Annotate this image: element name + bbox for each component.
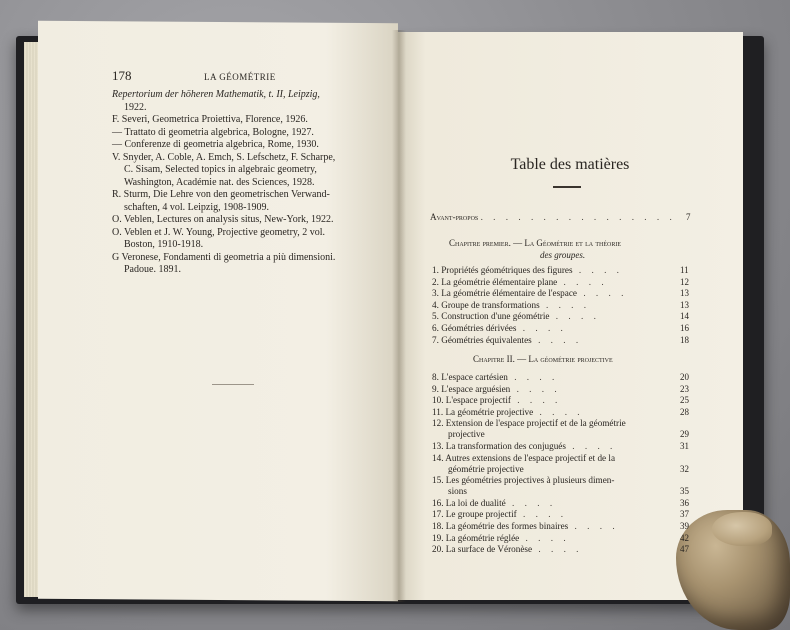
rock-highlight	[712, 512, 772, 546]
leader-dots: . . . .	[507, 372, 559, 382]
chapter-heading: Chapitre II. — La géométrie projective	[473, 354, 613, 364]
toc-title: Table des matières	[510, 156, 630, 173]
toc-entry-cont: sions	[448, 486, 467, 497]
leader-dots: . . . .	[505, 497, 557, 508]
toc-entry	[432, 265, 623, 276]
toc-page: 28	[680, 406, 689, 417]
toc-page: 23	[680, 383, 689, 394]
toc-entry	[432, 395, 561, 406]
bib-entry: V. Snyder, A. Coble, A. Emch, S. Lefschetz, F. Scharpe,	[112, 151, 336, 163]
leader-dots: . . . .	[565, 441, 617, 451]
toc-entry-label: 20. La surface de Véronèse	[432, 544, 533, 555]
bibliography	[112, 89, 374, 277]
leader-dots: . . . .	[516, 509, 568, 520]
toc-entry-label: 12. Extension de l'espace projectif et de la géométrie	[432, 418, 626, 429]
bib-entry-cont: C. Sisam, Selected topics in algebraic geometry,	[124, 164, 317, 175]
toc-entry-label: 7. Géométries équivalentes	[432, 334, 532, 345]
toc-page: 13	[680, 299, 689, 310]
toc-entry-label: 16. La loi de dualité	[432, 497, 506, 508]
toc-page: 13	[680, 288, 689, 299]
toc-entry-label: 9. L'espace arguésien	[432, 383, 511, 394]
bib-entry: R. Sturm, Die Lehre von den geometrischen Verwand-	[112, 189, 330, 200]
toc-page: 18	[680, 334, 689, 345]
toc-entry-label: 3. La géométrie élémentaire de l'espace	[432, 288, 578, 299]
bib-entry-cont: schaften, 4 vol. Leipzig, 1908-1909.	[124, 201, 269, 213]
bib-entry: Repertorium der höheren Mathematik, t. II, Leipzig,	[112, 89, 320, 100]
toc-page: 32	[680, 463, 689, 474]
page-number: 178	[112, 68, 132, 83]
toc-entry-label: 6. Géométries dérivées	[432, 323, 517, 333]
section-rule	[212, 384, 254, 385]
leader-dots: . . . .	[577, 288, 628, 299]
toc-entry-label: 13. La transformation des conjugués	[432, 441, 566, 451]
leader-dots: . . . .	[519, 532, 570, 543]
bib-entry: G Veronese, Fondamenti di geometria a più dimensioni.	[112, 251, 336, 263]
toc-entry-label: 4. Groupe de transformations	[432, 299, 540, 310]
toc-entry-label: 17. Le groupe projectif	[432, 509, 517, 520]
toc-page: 14	[680, 311, 689, 322]
bib-entry: F. Severi, Geometrica Proiettiva, Florence, 1926.	[112, 114, 308, 125]
toc-page: 47	[680, 544, 689, 555]
toc-page: 35	[680, 486, 689, 497]
bib-entry: O. Veblen, Lectures on analysis situs, New-York, 1922.	[112, 214, 334, 225]
toc-entry-label: 15. Les géométries projectives à plusieurs dimen-	[432, 475, 615, 486]
toc-entry	[432, 509, 567, 520]
toc-entry-label: 14. Autres extensions de l'espace projectif et de la	[432, 452, 616, 463]
book-gutter	[392, 30, 406, 602]
leader-dots: . . . .	[531, 334, 583, 345]
leader-dots: . . . .	[539, 299, 591, 310]
leader-dots: . . . .	[568, 521, 619, 531]
toc-entry	[432, 544, 582, 555]
toc-page: 20	[680, 372, 689, 382]
toc-entry	[432, 441, 616, 452]
chapter-heading-cont: des groupes.	[540, 250, 586, 260]
bib-entry: — Conferenze di geometria algebrica, Rome, 1930.	[112, 139, 319, 150]
toc-entry	[432, 521, 619, 532]
toc-entry-label: 5. Construction d'une géométrie	[432, 311, 550, 322]
toc-page: 31	[680, 441, 689, 451]
leader-dots: . . . .	[516, 323, 567, 333]
toc-page: 42	[680, 532, 689, 543]
toc-page: 39	[680, 521, 689, 531]
toc-entry	[432, 475, 614, 486]
toc-entry	[432, 372, 558, 383]
chapter-heading: Chapitre premier. — La Géométrie et la théorie	[449, 238, 621, 248]
toc-entry-label: 1. Propriétés géométriques des figures	[432, 265, 573, 275]
title-rule	[553, 186, 581, 188]
bib-entry-cont: Padoue. 1891.	[124, 264, 181, 275]
toc-entry	[432, 277, 608, 288]
leader-dots: . . . .	[557, 276, 608, 287]
bib-entry-cont: Washington, Académie nat. des Sciences, 1928.	[124, 176, 315, 188]
toc-entry-label: 10. L'espace projectif	[432, 395, 511, 406]
toc-entry	[432, 288, 627, 299]
toc-entry-cont: projective	[448, 429, 485, 440]
leader-dots: . . . .	[532, 544, 583, 555]
leader-dots: . . . .	[549, 311, 600, 322]
toc-entry-cont: géométrie projective	[448, 463, 524, 474]
toc-page: 12	[680, 276, 689, 287]
toc-page: 37	[680, 509, 689, 520]
toc-page: 36	[680, 497, 689, 508]
toc-entry	[432, 311, 600, 322]
toc-entry-label: 18. La géométrie des formes binaires	[432, 521, 569, 531]
toc-entry-avant-propos: Avant-propos . . . . . . . . . . . . . . . .	[430, 212, 676, 222]
toc-entry	[432, 335, 582, 346]
leader-dots: . . . .	[533, 406, 584, 417]
toc-entry-label: 19. La géométrie réglée	[432, 532, 520, 543]
bib-entry: — Trattato di geometria algebrica, Bologne, 1927.	[112, 126, 314, 138]
toc-entry	[432, 453, 615, 464]
toc-entry	[432, 533, 570, 544]
toc-page: 29	[680, 429, 689, 440]
toc-entry	[432, 498, 556, 509]
toc-entry	[432, 300, 590, 311]
toc-entry	[432, 407, 584, 418]
leader-dots: . . . .	[510, 383, 561, 394]
leader-dots: . . . .	[572, 265, 623, 275]
toc-entry	[432, 384, 561, 395]
bib-entry-cont: Boston, 1910-1918.	[124, 239, 204, 250]
toc-entry	[432, 418, 626, 429]
toc-entry-label: 11. La géométrie projective	[432, 406, 534, 417]
toc-page: 25	[680, 395, 689, 406]
bib-entry: O. Veblen et J. W. Young, Projective geometry, 2 vol.	[112, 226, 326, 238]
bib-entry-cont: 1922.	[124, 101, 147, 113]
toc-entry	[432, 323, 567, 334]
toc-entry-label: 8. L'espace cartésien	[432, 372, 508, 382]
toc-page: 7	[686, 212, 691, 222]
toc-page: 16	[680, 323, 689, 333]
running-head: LA GÉOMÉTRIE	[204, 72, 276, 82]
toc-entry-label: 2. La géométrie élémentaire plane	[432, 276, 558, 287]
toc-page: 11	[680, 265, 689, 275]
leader-dots: . . . .	[510, 395, 562, 406]
